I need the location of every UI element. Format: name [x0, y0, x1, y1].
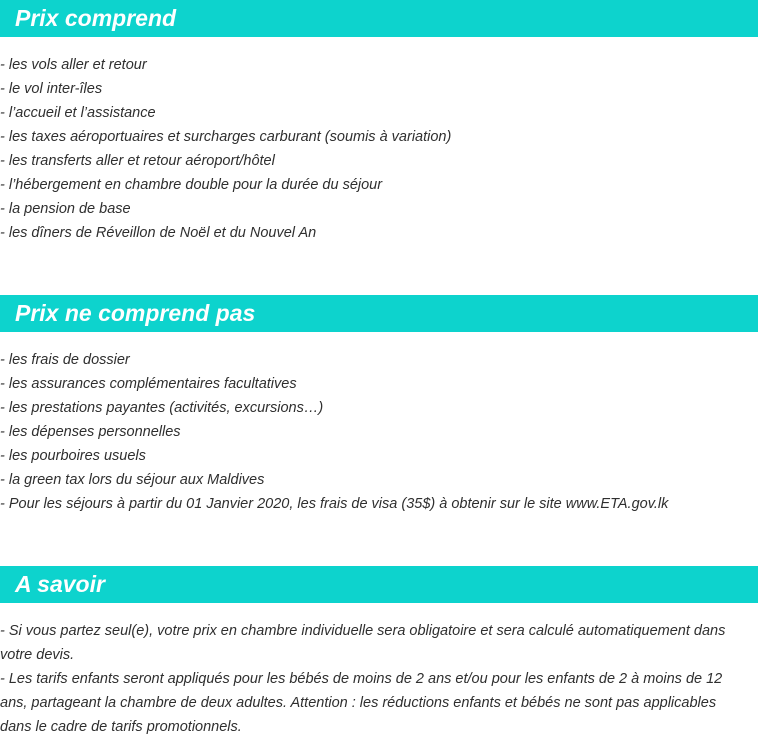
- list-item: - les frais de dossier: [0, 352, 130, 368]
- list-item: - les transferts aller et retour aéroport/hôtel: [0, 153, 275, 169]
- list-item: - les vols aller et retour: [0, 57, 147, 73]
- section-header-a-savoir: [0, 566, 758, 603]
- section-header-prix-comprend: [0, 0, 758, 37]
- list-item: - les dépenses personnelles: [0, 424, 181, 440]
- section-title: Prix ne comprend pas: [15, 300, 256, 326]
- list-item: - Pour les séjours à partir du 01 Janvier 2020, les frais de visa (35$) à obtenir sur le site www.ETA.gov.lk: [0, 496, 669, 512]
- section-title: Prix comprend: [15, 5, 177, 31]
- section-header-prix-ne-comprend-pas: [0, 295, 758, 332]
- section-title: A savoir: [15, 571, 105, 597]
- list-item: - les dîners de Réveillon de Noël et du Nouvel An: [0, 225, 317, 241]
- list-item: - les pourboires usuels: [0, 448, 146, 464]
- list-item: - les assurances complémentaires facultatives: [0, 376, 297, 392]
- list-item: - la green tax lors du séjour aux Maldives: [0, 472, 265, 488]
- info-paragraph: - Si vous partez seul(e), votre prix en chambre individuelle sera obligatoire et sera calculé automatiquement dans votre devis.: [0, 623, 726, 663]
- list-item: - le vol inter-îles: [0, 81, 103, 97]
- list-item: - l’hébergement en chambre double pour la durée du séjour: [0, 177, 383, 193]
- info-paragraph: - Les tarifs enfants seront appliqués pour les bébés de moins de 2 ans et/ou pour les enfants de 2 à moins de 12 ans, partageant la chambre de deux adultes. Attention : les réductions enfants et bébés ne sont pas applicables dans le cadre de tarifs promotionnels.: [0, 671, 723, 735]
- list-item: - l’accueil et l’assistance: [0, 105, 156, 121]
- good-to-know-text: [0, 619, 750, 739]
- list-item: - la pension de base: [0, 201, 131, 217]
- list-item: - les taxes aéroportuaires et surcharges carburant (soumis à variation): [0, 129, 452, 145]
- list-item: - les prestations payantes (activités, excursions…): [0, 400, 324, 416]
- included-list: [0, 53, 451, 245]
- not-included-list: [0, 348, 668, 516]
